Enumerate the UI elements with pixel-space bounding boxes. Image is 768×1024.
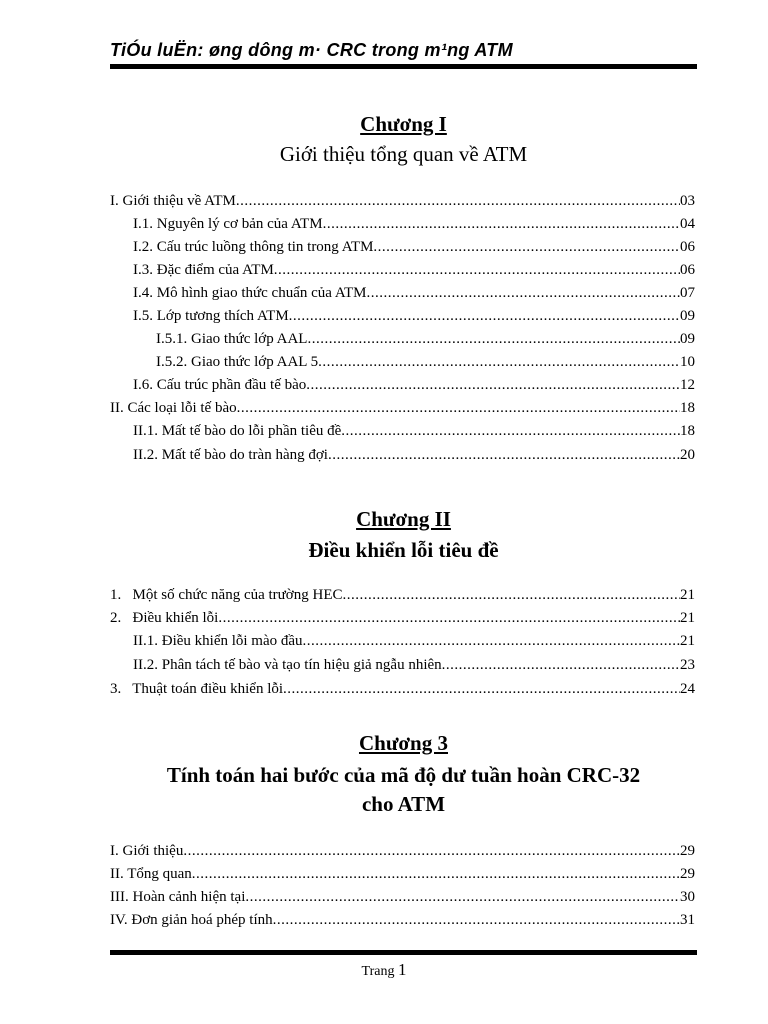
toc-entry: 3. Thuật toán điều khiển lỗi ..... 24 <box>110 681 695 703</box>
toc-entry: 1. Một số chức năng của trường HEC ..... 21 <box>110 587 695 609</box>
toc-entry: II. Tổng quan ..... 29 <box>110 866 695 888</box>
toc-entry: II.1. Mất tế bào do lỗi phần tiêu đề ..... 18 <box>133 423 695 445</box>
toc-entry: I.1. Nguyên lý cơ bản của ATM ..... 04 <box>133 216 695 238</box>
chapter-1-label: Chương I <box>360 112 447 136</box>
toc-entry: I. Giới thiệu ..... 29 <box>110 843 695 865</box>
chapter-3-title-line2: cho ATM <box>361 792 446 816</box>
page-header-title: TiÓu luËn: øng dông m· CRC trong m¹ng ATM <box>110 40 513 60</box>
toc-entry: III. Hoàn cảnh hiện tại ..... 30 <box>110 889 695 911</box>
chapter-3-label: Chương 3 <box>358 731 448 755</box>
toc-entry: II.1. Điều khiển lỗi mào đầu ..... 21 <box>133 633 695 655</box>
chapter-2-title: Điều khiển lỗi tiêu đề <box>308 538 499 562</box>
footer-label: Trang <box>361 964 395 979</box>
chapter-2-label: Chương II <box>356 507 451 531</box>
toc-entry: I.3. Đặc điểm của ATM ..... 06 <box>133 262 695 284</box>
header-rule <box>110 64 697 69</box>
toc-entry: I.5.2. Giao thức lớp AAL 5 ..... 10 <box>156 354 695 376</box>
toc-entry: I.5. Lớp tương thích ATM ..... 09 <box>133 308 695 330</box>
toc-entry: II. Các loại lỗi tế bào ..... 18 <box>110 400 695 422</box>
footer-rule <box>110 950 697 955</box>
chapter-3-title-line1: Tính toán hai bước của mã độ dư tuần hoàn CRC-32 <box>166 763 641 787</box>
chapter-1-title: Giới thiệu tổng quan về ATM <box>279 142 528 166</box>
toc-entry: I.5.1. Giao thức lớp AAL ..... 09 <box>156 331 695 353</box>
toc-entry: I.6. Cấu trúc phần đầu tế bào ..... 12 <box>133 377 695 399</box>
page-footer <box>0 960 768 980</box>
toc-entry: II.2. Mất tế bào do tràn hàng đợi ..... 20 <box>133 447 695 469</box>
toc-entry: I. Giới thiệu về ATM ..... 03 <box>110 193 695 215</box>
toc-entry: 2. Điều khiển lỗi ..... 21 <box>110 610 695 632</box>
toc-entry: I.2. Cấu trúc luồng thông tin trong ATM ..... 06 <box>133 239 695 261</box>
toc-entry: IV. Đơn giản hoá phép tính ..... 31 <box>110 912 695 934</box>
page-number: 1 <box>397 960 407 979</box>
toc-entry: I.4. Mô hình giao thức chuẩn của ATM ..... 07 <box>133 285 695 307</box>
toc-entry: II.2. Phân tách tế bào và tạo tín hiệu giả ngẫu nhiên ..... 23 <box>133 657 695 679</box>
